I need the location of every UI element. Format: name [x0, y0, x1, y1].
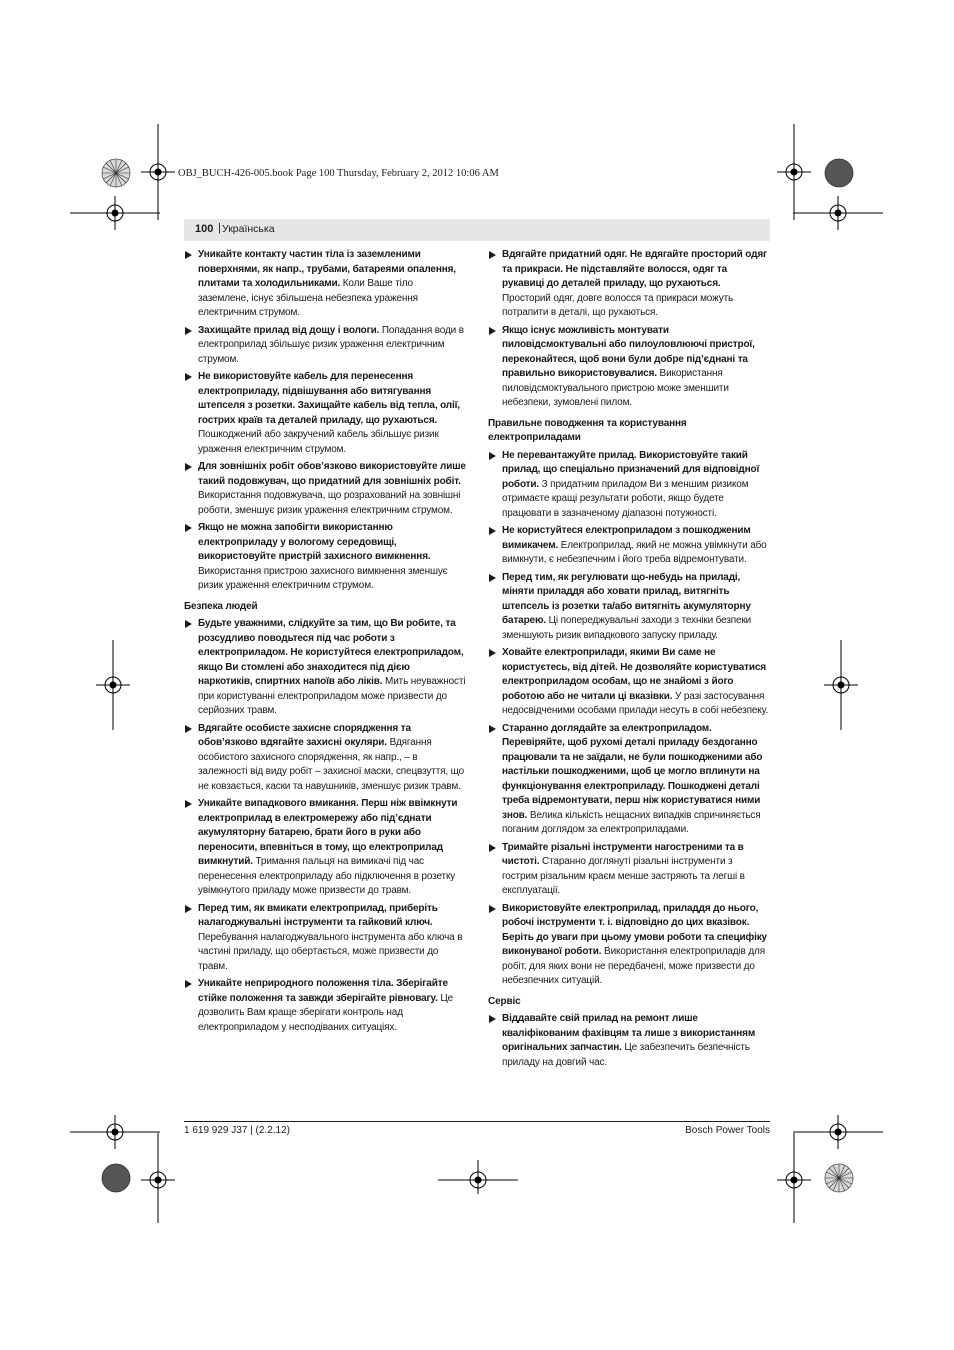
warning-instruction: Перед тим, як вмикати електроприлад, приберіть налагоджувальні інструменти та гайковий ключ. [198, 902, 438, 928]
gray-dot-bottom-left [101, 1163, 131, 1193]
left-column [184, 248, 466, 1038]
registration-mark-bottom-right [777, 1133, 811, 1223]
warning-explanation: Використання пиловідсмоктувального пристрою може зменшити небезпеки, зумовлені пилом. [502, 368, 729, 408]
warning-item [184, 797, 466, 899]
warning-explanation: Електроприлад, який не можна увімкнути або вимкнути, є небезпечним і його треба відремонтувати. [502, 539, 767, 565]
warning-item [184, 977, 466, 1035]
warning-item [488, 324, 770, 411]
bullet-triangle-icon [185, 463, 192, 471]
bullet-triangle-icon [489, 1015, 496, 1023]
warning-explanation: Мить неуважності при користуванні електроприладом може призвести до серйозних травм. [198, 676, 466, 716]
warning-item [184, 324, 466, 368]
warning-item [488, 524, 770, 568]
warning-item [184, 722, 466, 795]
warning-instruction: Тримайте різальні інструменти нагостреними та в чистоті. [502, 841, 744, 867]
warning-instruction: Якщо не можна запобігти використанню електроприладу у вологому середовищі, використовуйте пристрій захисного вимкнення. [198, 522, 431, 562]
warning-explanation: Використання подовжувача, що розрахований на зовнішні роботи, зменшує ризик ураження електричним струмом. [198, 490, 461, 516]
registration-mark-bottom-center [438, 1160, 518, 1194]
footer-rule [184, 1121, 770, 1122]
section-heading: Правильне поводження та користування електроприладами [488, 417, 687, 443]
warning-explanation: Перебування налагоджувального інструмента або ключа в частині приладу, що обертається, може призвести до травм. [198, 931, 463, 972]
bullet-triangle-icon [185, 524, 192, 532]
bullet-triangle-icon [185, 980, 192, 988]
warning-explanation: Коли Ваше тіло заземлене, існує збільшена небезпека ураження електричним струмом. [198, 278, 418, 318]
print-info-line: OBJ_BUCH-426-005.book Page 100 Thursday, February 2, 2012 10:06 AM [178, 168, 499, 179]
warning-explanation: Велика кількість нещасних випадків спричиняється поганим доглядом за електроприладами. [502, 809, 761, 835]
warning-instruction: Ховайте електроприлади, якими Ви саме не користуєтесь, від дітей. Не дозволяйте користуватися електроприладом особам, що не знайомі з його роботою або не читали ці вказівки. [502, 647, 766, 702]
warning-item [488, 449, 770, 522]
bullet-triangle-icon [489, 527, 496, 535]
warning-explanation: Пошкоджений або закручений кабель збільшує ризик ураження електричним струмом. [198, 429, 439, 455]
language-label: Українська [222, 223, 275, 235]
bullet-triangle-icon [185, 800, 192, 808]
warning-instruction: Уникайте випадкового вмикання. Перш ніж ввімкнути електроприлад в електромережу або під’єднати акумуляторну батарею, брати його в руки або переносити, впевніться в тому, що електроприлад вимкнутий. [198, 798, 458, 867]
warning-explanation: Вдягання особистого захисного спорядження, як напр., – в залежності від виду робіт – захисної маски, спецвзуття, що не ковзається, каски та навушників, зменшує ризик травм. [198, 737, 465, 792]
warning-explanation: Попадання води в електроприлад збільшує ризик ураження електричним струмом. [198, 324, 464, 365]
warning-explanation: У разі застосування недосвідченими особами прилади несуть в собі небезпеку. [502, 690, 769, 716]
warning-explanation: З придатним приладом Ви з меншим ризиком отримаєте кращі результати роботи, якщо будете працювати в зазначеному діапазоні потужності. [502, 478, 749, 519]
bullet-triangle-icon [185, 905, 192, 913]
warning-item [488, 722, 770, 838]
bullet-triangle-icon [185, 620, 192, 628]
section-heading: Безпека людей [184, 600, 258, 612]
warning-item [184, 617, 466, 719]
warning-instruction: Для зовнішніх робіт обов’язково використовуйте лише такий подовжувач, що придатний для зовнішніх робіт. [198, 461, 466, 487]
bullet-triangle-icon [185, 725, 192, 733]
warning-instruction: Уникайте контакту частин тіла із заземленими поверхнями, як напр., трубами, батареями опалення, плитами та холодильниками. [198, 249, 456, 289]
registration-mark-bottom-left [141, 1133, 175, 1223]
footer-document-code: 1 619 929 J37 | (2.2.12) [184, 1125, 291, 1136]
warning-instruction: Вдягайте придатний одяг. Не вдягайте просторий одяг та прикраси. Не підставляйте волосся, одяг та рукавиці до деталей приладу, що рухаються. [502, 249, 768, 289]
warning-instruction: Перед тим, як регулювати що-небудь на приладі, міняти приладдя або ховати прилад, витягніть штепсель із розетки та/або витягніть акумуляторну батарею. [502, 571, 751, 626]
warning-item [488, 841, 770, 899]
bullet-triangle-icon [489, 844, 496, 852]
warning-instruction: Віддавайте свій прилад на ремонт лише кваліфікованим фахівцям та лише з використанням оригінальних запчастин. [502, 1013, 756, 1053]
registration-mark-left-middle [96, 640, 130, 730]
header-separator: | [218, 222, 221, 234]
bullet-triangle-icon [185, 373, 192, 381]
warning-explanation: Старанно доглянуті різальні інструменти з гострим різальним краєм менше застряють та легші в експлуатації. [502, 856, 745, 896]
star-target-top-left [101, 158, 131, 188]
bullet-triangle-icon [489, 251, 496, 259]
warning-explanation: Це дозволить Вам краще зберігати контроль над електроприладом у несподіваних ситуаціях. [198, 992, 453, 1033]
gray-dot-top-right [824, 158, 854, 188]
bullet-triangle-icon [489, 905, 496, 913]
warning-explanation: Просторий одяг, довге волосся та прикраси можуть потрапити в деталі, що рухаються. [502, 292, 734, 318]
bullet-triangle-icon [489, 574, 496, 582]
warning-item [184, 460, 466, 518]
warning-item [184, 370, 466, 457]
warning-instruction: Уникайте неприродного положення тіла. Зберігайте стійке положення та завжди зберігайте рівновагу. [198, 978, 448, 1004]
warning-explanation: Це забезпечить безпечність приладу на довгий час. [502, 1042, 750, 1068]
warning-item [488, 646, 770, 719]
bullet-triangle-icon [185, 327, 192, 335]
bullet-triangle-icon [489, 327, 496, 335]
warning-item [184, 902, 466, 975]
registration-mark-left-upper [70, 196, 160, 230]
right-column [488, 248, 770, 1073]
warning-explanation: Використання електроприладів для робіт, для яких вони не передбачені, може призвести до небезпечних ситуацій. [502, 946, 765, 986]
warning-item [488, 902, 770, 989]
section-heading: Сервіс [488, 995, 521, 1007]
warning-instruction: Вдягайте особисте захисне спорядження та обов’язково вдягайте захисні окуляри. [198, 722, 411, 748]
warning-instruction: Старанно доглядайте за електроприладом. Перевіряйте, щоб рухомі деталі приладу бездоганно працювали та не заїдали, не були пошкодженими або настільки пошкодженими, щоб це могло вплинути на функціонування електроприладу. Пошкоджені деталі треба відремонтувати, перш ніж користуватися ними знов. [502, 722, 763, 821]
registration-mark-right-upper [793, 196, 883, 230]
warning-instruction: Не користуйтеся електроприладом з пошкодженим вимикачем. [502, 525, 751, 551]
bullet-triangle-icon [489, 649, 496, 657]
warning-explanation: Використання пристрою захисного вимкнення зменшує ризик ураження електричним струмом. [198, 565, 448, 591]
warning-item [488, 1012, 770, 1070]
warning-item [488, 571, 770, 644]
star-target-bottom-right [824, 1163, 854, 1193]
warning-instruction: Будьте уважними, слідкуйте за тим, що Ви робите, та розсудливо поводьтеся під час роботи з електроприладом. Не користуйтеся електроприладом, якщо Ви стомлені або знаходитеся під дією наркотиків, спиртних напоїв або ліків. [198, 618, 464, 687]
registration-mark-right-middle [824, 640, 858, 730]
warning-instruction: Якщо існує можливість монтувати пиловідсмоктувальні або пилоуловлюючі пристрої, переконайтеся, щоб вони були добре під’єднані та правильно використовувалися. [502, 324, 755, 379]
bullet-triangle-icon [489, 452, 496, 460]
warning-instruction: Використовуйте електроприлад, приладдя до нього, робочі інструменти т. і. відповідно до цих вказівок. Беріть до уваги при цьому умови роботи та специфіку виконуваної роботи. [502, 902, 767, 957]
warning-item [488, 248, 770, 321]
bullet-triangle-icon [489, 725, 496, 733]
warning-item [184, 248, 466, 321]
warning-instruction: Не використовуйте кабель для перенесення електроприладу, підвішування або витягування штепселя з розетки. Захищайте кабель від тепла, олії, гострих країв та деталей приладу, що рухаються. [198, 371, 460, 426]
warning-explanation: Ці попереджувальні заходи з техніки безпеки зменшують ризик випадкового запуску приладу. [502, 615, 752, 641]
page-header [184, 219, 770, 241]
warning-instruction: Захищайте прилад від дощу і вологи. [198, 324, 380, 336]
warning-item [184, 521, 466, 594]
page-number: 100 [195, 223, 214, 235]
warning-instruction: Не перевантажуйте прилад. Використовуйте такий прилад, що спеціально призначений для відповідної роботи. [502, 449, 760, 490]
footer-brand: Bosch Power Tools [685, 1125, 770, 1136]
warning-explanation: Тримання пальця на вимикачі під час перенесення електроприладу або підключення в розетку увімкнутого приладу може призвести до травм. [198, 856, 456, 896]
bullet-triangle-icon [185, 251, 192, 259]
